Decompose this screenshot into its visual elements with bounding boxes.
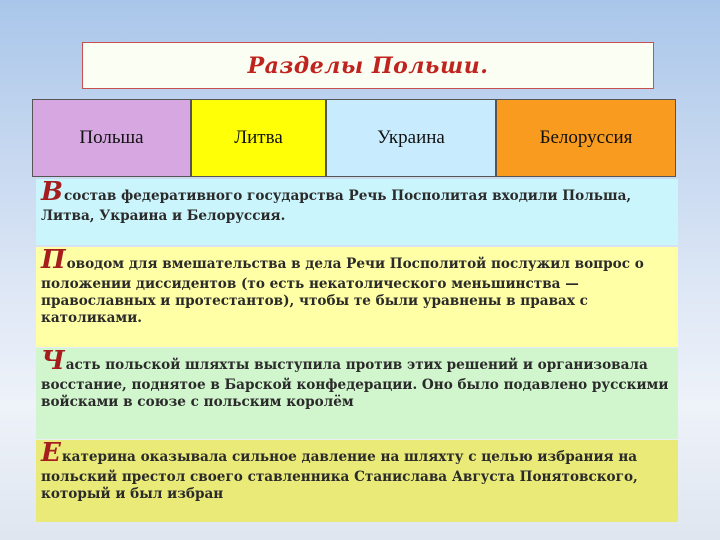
title-box [82, 42, 654, 89]
first-line-text: асть польской шляхты выступила против этих решений и организовала [65, 357, 648, 373]
paragraph-text: восстание, поднятое в Барской конфедерации. Оно было подавлено русскими войсками в союзе с польским королём [41, 377, 669, 410]
paragraph-first-line [41, 247, 670, 273]
first-line-text: состав федеративного государства Речь Посполитая входили Польша, [63, 188, 632, 204]
slide-title: Разделы Польши. [247, 52, 489, 79]
paragraph-text: польский престол своего ставленника Станислава Августа Понятовского, который и был избран [41, 469, 638, 502]
paragraph-text: положении диссидентов (то есть некатолического меньшинства — православных и протестантов), чтобы те были уравнены в правах с католиками. [41, 276, 588, 326]
cell-ukraine: Украина [326, 99, 496, 177]
first-line-text: катерина оказывала сильное давление на шляхту с целью избрания на [61, 449, 638, 465]
paragraph-text: Литва, Украина и Белоруссия. [41, 208, 286, 224]
paragraph-pretext [36, 247, 678, 347]
paragraph-bar-confederation [36, 348, 678, 439]
initial-letter: П [41, 247, 66, 275]
cell-lithuania: Литва [191, 99, 326, 177]
paragraph-first-line [41, 440, 670, 466]
initial-letter: В [41, 179, 63, 207]
paragraph-first-line [41, 179, 670, 205]
countries-table-row [32, 99, 676, 177]
paragraph-catherine [36, 440, 678, 522]
paragraph-commonwealth [36, 179, 678, 245]
initial-letter: Е [41, 440, 61, 468]
paragraph-first-line [41, 348, 670, 374]
initial-letter: Ч [41, 348, 65, 376]
first-line-text: оводом для вмешательства в дела Речи Посполитой послужил вопрос о [66, 256, 644, 272]
cell-belarus: Белоруссия [496, 99, 676, 177]
cell-poland: Польша [32, 99, 191, 177]
